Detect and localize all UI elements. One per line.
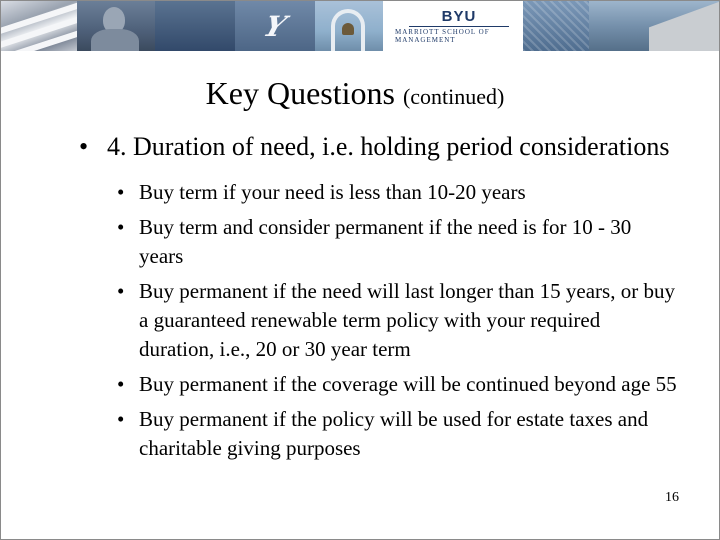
banner-photo-building: [589, 1, 719, 51]
slide-title: [1, 73, 719, 117]
sub-bullet-list: [113, 178, 679, 463]
bullet-icon: •: [117, 372, 125, 396]
sub-bullet-text: Buy term and consider permanent if the need is for 10 - 30 years: [139, 215, 632, 268]
logo-byu-text: BYU: [441, 7, 477, 25]
slide-title-suffix: (continued): [402, 84, 505, 109]
slide-title-main: Key Questions: [205, 75, 395, 111]
sub-bullet-text: Buy term if your need is less than 10-20 years: [139, 180, 526, 204]
byu-marriott-logo: [395, 1, 523, 51]
sub-bullet-item: [113, 213, 679, 271]
bullet-point-text: 4. Duration of need, i.e. holding period considerations: [107, 132, 670, 161]
banner-photo-night: [155, 1, 235, 51]
page-number: 16: [665, 490, 679, 505]
slide-content: [79, 131, 679, 469]
sub-bullet-item: [113, 405, 679, 463]
header-banner: [1, 1, 719, 51]
banner-photo-abstract: [1, 1, 77, 51]
bullet-icon: •: [117, 407, 125, 431]
bullet-icon: •: [79, 132, 89, 161]
banner-photo-y-mountain: [235, 1, 315, 51]
sub-bullet-item: [113, 370, 679, 399]
sub-bullet-text: Buy permanent if the policy will be used for estate taxes and charitable giving purposes: [139, 407, 649, 460]
y-logo-icon: Y: [259, 9, 291, 43]
banner-photo-water: [523, 1, 589, 51]
bell-icon: [342, 23, 354, 35]
bullet-point: [79, 131, 679, 162]
banner-spacer: [383, 1, 395, 51]
sub-bullet-item: [113, 178, 679, 207]
bullet-icon: •: [117, 215, 125, 239]
bullet-icon: •: [117, 279, 125, 303]
logo-subtitle: MARRIOTT SCHOOL OF MANAGEMENT: [395, 27, 490, 44]
bullet-icon: •: [117, 180, 125, 204]
sub-bullet-item: [113, 277, 679, 364]
banner-photo-statue: [77, 1, 155, 51]
banner-photo-bell-tower: [315, 1, 383, 51]
sub-bullet-text: Buy permanent if the coverage will be continued beyond age 55: [139, 372, 677, 396]
sub-bullet-text: Buy permanent if the need will last longer than 15 years, or buy a guaranteed renewable term policy with your required duration, i.e., 20 or 30 year term: [139, 279, 675, 361]
